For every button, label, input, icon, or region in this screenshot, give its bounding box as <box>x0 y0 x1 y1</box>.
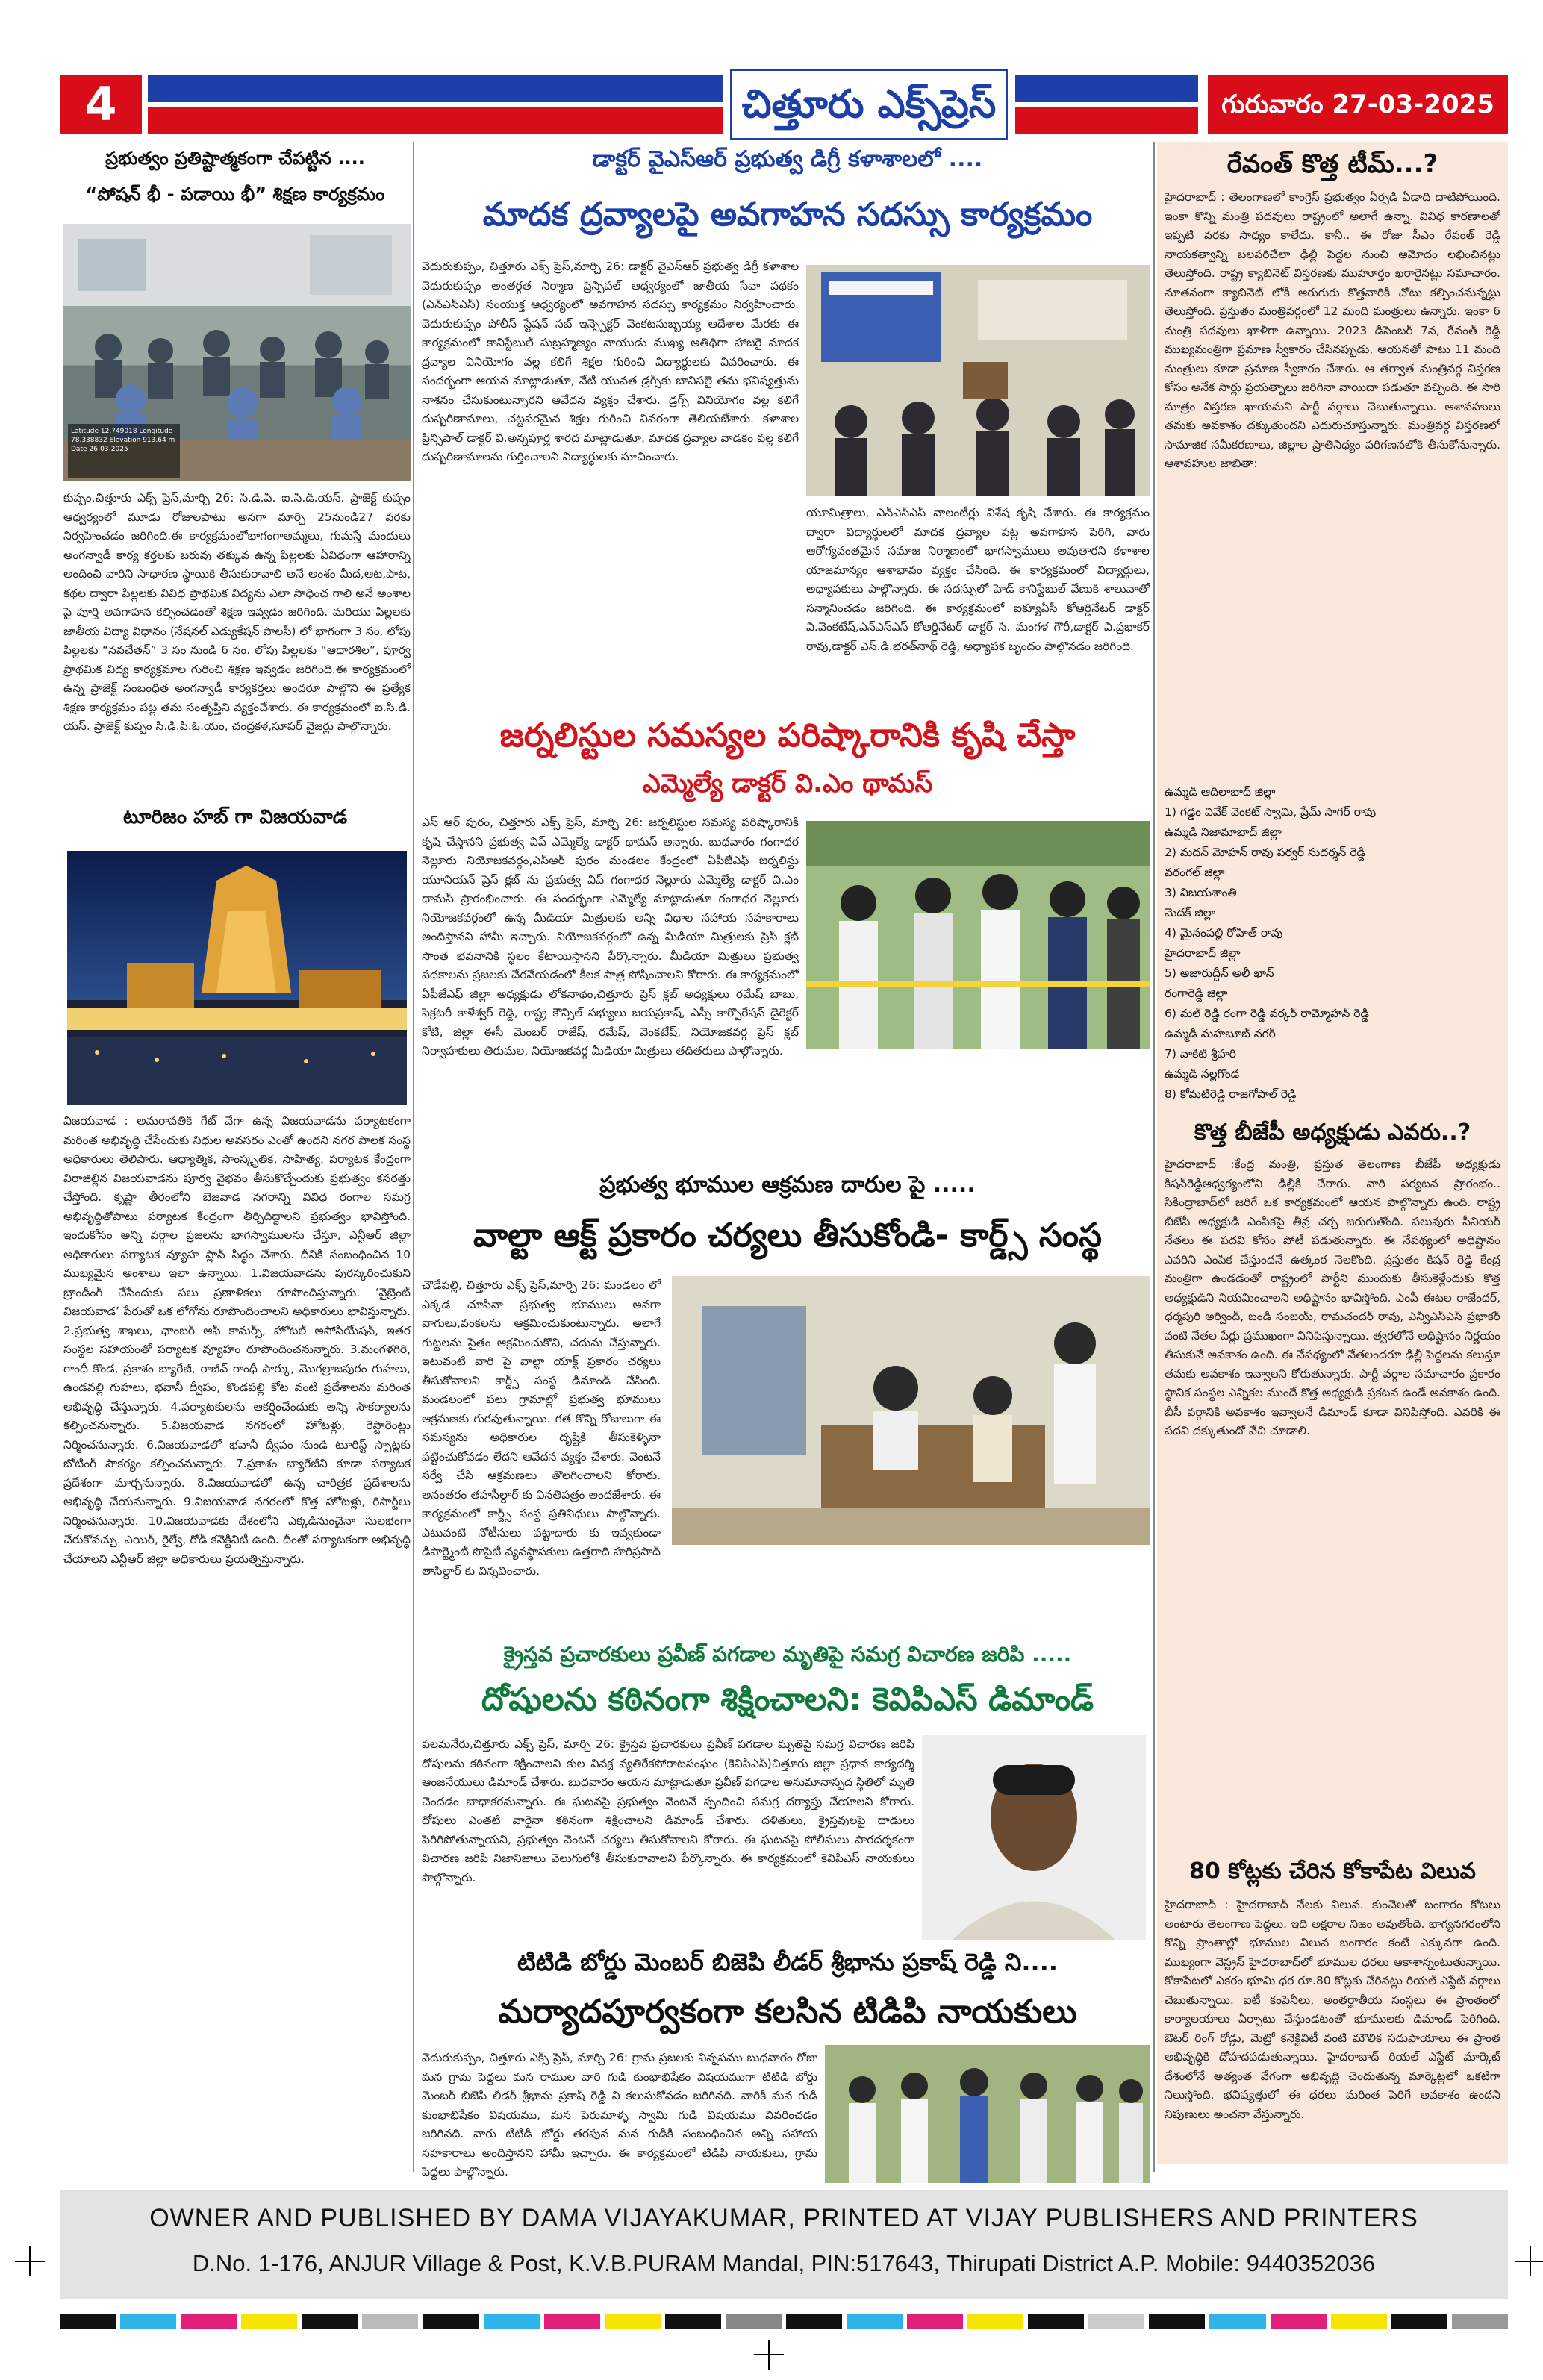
aspirant-item: 4) మైనంపల్లి రోహిత్ రావు <box>1165 926 1283 940</box>
walta-headline: వాల్టా ఆక్ట్ ప్రకారం చర్యలు తీసుకోండి- కార్డ్స్ సంస్థ <box>473 1216 1102 1255</box>
aspirant-item: 7) వాకిటి శ్రీహరి <box>1165 1047 1236 1061</box>
registration-mark-icon <box>754 2340 784 2370</box>
aspirant-item: రంగారెడ్డి జిల్లా <box>1165 987 1228 1000</box>
ttd-kicker: టిటిడి బోర్డు మెంబర్ బిజెపి లీడర్ శ్రీభాను ప్రకాష్ రెడ్డి ని.... <box>517 1948 1059 1976</box>
journalists-caption <box>806 1052 1150 1161</box>
ttd-meeting-photo <box>825 2045 1150 2183</box>
kokapet-body: హైదరాబాద్ : హైదరాబాద్ నేలకు విలువ. కుంచెలతో బంగారం కోటలు అంటారు తెలంగాణ పెద్దలు. ఇది అక్షరాల నిజం అవుతోంది. భాగ్యనగరంలోని కొన్ని ప్రాంతాల్లో భూముల విలువ బంగారం కంటే ఎక్కువగా ఉంది. ముఖ్యంగా వెస్ట్రన్ హైదరాబాద్‌లో భూముల ధరలు ఆకాశాన్నంటుతున్నాయి. కోకాపేటలో ఎకరం భూమి ధర రూ.80 కోట్లకు చేరినట్లు రియల్ ఎస్టేట్ వర్గాలు చెబుతున్నాయి. ఐటీ కంపెనీలు, అంతర్జాతీయ సంస్థలు ఈ ప్రాంతంలో కార్యాలయాలు ఏర్పాటు చేస్తుండటంతో భూములకు డిమాండ్ పెరిగింది. ఔటర్ రింగ్ రోడ్డు, మెట్రో కనెక్టివిటీ వంటి మౌలిక సదుపాయాలు ఈ ప్రాంత అభివృద్ధికి దోహదపడుతున్నాయి. హైదరాబాద్ రియల్ ఎస్టేట్ మార్కెట్ దేశంలోనే అత్యంత వేగంగా అభివృద్ధి చెందుతున్న మార్కెట్లలో ఒకటిగా నిలుస్తోంది. భవిష్యత్తులో ఈ ధరలు మరింత పెరిగే అవకాశం ఉందని నిపుణులు అంచనా వేస్తున్నారు. <box>1165 1898 1500 2121</box>
press-club-opening-photo <box>806 821 1150 1049</box>
aspirant-item: ఉమ్మడి నల్లగొండ <box>1165 1067 1240 1081</box>
ribbon-cutting-icon <box>806 821 1150 1049</box>
drugs-kicker: డాక్టర్ వైఎస్ఆర్ ప్రభుత్వ డిగ్రీ కళాశాలలో .... <box>592 146 983 172</box>
temple-night-icon <box>67 851 407 1105</box>
aspirant-item: ఉమ్మడి ఆదిలాబాద్ జిల్లా <box>1165 785 1276 799</box>
seminar-illustration-icon <box>806 265 1150 496</box>
registration-mark-icon <box>15 2246 45 2276</box>
column-divider-right <box>1153 142 1155 2172</box>
tourism-headline: టూరిజం హబ్ గా విజయవాడ <box>123 806 347 828</box>
walta-kicker: ప్రభుత్వ భూముల ఆక్రమణ దారుల పై ..... <box>599 1172 976 1198</box>
column-divider-left <box>413 142 414 2172</box>
aspirant-item: 5) అజారుద్దీన్ అలీ ఖాన్ <box>1165 966 1274 980</box>
aspirant-item: 1) గడ్డం వివేక్ వెంకట్ స్వామి, ప్రేమ్ సాగర్ రావు <box>1165 805 1377 819</box>
aspirant-item: 6) మల్ రెడ్డి రంగా రెడ్డి వర్కర్ రామ్మోహన్ రెడ్డి <box>1165 1007 1369 1020</box>
poshan-classroom-photo <box>63 224 411 481</box>
drugs-seminar-photo <box>806 265 1150 496</box>
photo-geotag: Latitude 12.749018 Longitude 78.338832 Elevation 913.64 m Date 26-03-2025 <box>71 428 175 453</box>
praveen-body: పలమనేరు,చిత్తూరు ఎక్స్ ప్రెస్, మార్చి 26: క్రైస్తవ ప్రచారకులు ప్రవీణ్ పగడాల మృతిపై సమగ్ర విచారణ జరిపి దోషులను కఠినంగా శిక్షించాలని కుల వివక్ష వ్యతిరేకపోరాటసంఘం (కెవిపిఎస్)చిత్తూరు జిల్లా ప్రధాన కార్యదర్శి ఆంజనేయులు డిమాండ్ చేశారు. బుధవారం ఆయన మాట్లాడుతూ ప్రవీణ్ పగడాల అనుమానాస్పద స్థితిలో మృతి చెందడం బాధాకరమన్నారు. ఈ ఘటనపై ప్రభుత్వం వెంటనే స్పందించి సమగ్ర దర్యాప్తు చేయాలని కోరారు. దోషులు ఎంతటి వారైనా కఠినంగా శిక్షించాలని డిమాండ్ చేశారు. దళితులు, క్రైస్తవులపై దాడులు పెరిగిపోతున్నాయని, ప్రభుత్వం వెంటనే చర్యలు తీసుకోవాలని కోరారు. ఈ ఘటనపై పోలీసులు పారదర్శకంగా విచారణ జరిపి నిజానిజాలు వెలుగులోకి తీసుకురావాలని పేర్కొన్నారు. ఈ కార్యక్రమంలో కెవిపిఎస్ నాయకులు పాల్గొన్నారు. <box>422 1737 914 1884</box>
journalists-headline: జర్నలిస్టుల సమస్యల పరిష్కారానికి కృషి చేస్తా <box>499 716 1076 755</box>
newspaper-logo: చిత్తూరు ఎక్స్‌ప్రెస్ <box>730 69 1008 140</box>
journalists-body: ఎస్ ఆర్ పురం, చిత్తూరు ఎక్స్ ప్రెస్, మార్చి 26: జర్నలిస్టుల సమస్య పరిష్కారానికి కృషి చేస్తానని ప్రభుత్వ విప్ ఎమ్మెల్యే డాక్టర్ థామస్ అన్నారు. బుధవారం గంగాధర నెల్లూరు నియోజకవర్గం,ఎస్ఆర్ పురం మండలం కేంద్రంలో ఏపీజేఎఫ్ జర్నలిస్టు యూనియన్ ప్రెస్ క్లబ్ ను ప్రభుత్వ విప్ గంగాధర నెల్లూరు ఎమ్మెల్యే డాక్టర్ వి.ఎం థామస్ ప్రారంభించారు. ఈ సందర్భంగా ఎమ్మెల్యే మాట్లాడుతూ గంగాధర నెల్లూరు నియోజకవర్గంలో ఉన్న మీడియా మిత్రులకు అన్ని విధాల సహాయ సహకారాలు అందిస్తానని హామీ ఇచ్చారు. నియోజకవర్గంలో ఉన్న మీడియా మిత్రులకు ప్రెస్ క్లబ్ సొంత భవనానికి స్థలం కేటాయిస్తానని పేర్కొన్నారు. మీడియా మిత్రులు ప్రభుత్వ పథకాలను ప్రజలకు చేరవేయడంలో కీలక పాత్ర పోషించాలని కోరారు. ఈ కార్యక్రమంలో ఏపీజేఎఫ్ జిల్లా అధ్యక్షుడు లోకనాథం,చిత్తూరు ప్రెస్ క్లబ్ అధ్యక్షులు రమేష్ బాబు, సెక్రటరీ కాళేశ్వర్ రెడ్డి, రాష్ట్ర కౌన్సిల్ సభ్యులు జయప్రకాష్, ఎస్సీ కార్పొరేషన్ డైరెక్టర్ కోటి, జిల్లా ఈసీ మెంబర్ రాజేష్, రమేష్, వెంకటేష్, నియోజకవర్గ ప్రెస్ క్లబ్ నిర్వాహకులు తిరుమల, నియోజకవర్గ మీడియా మిత్రులు తదితరులు పాల్గొన్నారు. <box>422 816 799 1058</box>
portrait-icon <box>922 1735 1146 1940</box>
poshan-headline: “పోషన్ భీ - పడాయి భీ” శిక్షణ కార్యక్రమం <box>85 184 385 204</box>
aspirant-item: హైదరాబాద్ జిల్లా <box>1165 946 1241 960</box>
issue-date: గురువారం 27-03-2025 <box>1208 75 1508 134</box>
revanth-body: హైదరాబాద్ : తెలంగాణలో కాంగ్రెస్ ప్రభుత్వం ఏర్పడి ఏడాది దాటిపోయింది. ఇంకా కొన్ని మంత్రి పదవులు రాష్ట్రంలో అలాగే ఉన్నా. వివిధ కారణాలతో ఇప్పటి వరకు సాధ్యం కాలేదు. కానీ.. ఈ రోజు సీఎం రేవంత్ రెడ్డి నాయకత్వాన్ని బలపరిచేలా ఢిల్లీ పెద్దల నుంచి ఆమోదం లభించినట్లు తెలుస్తోంది. రాష్ట్ర క్యాబినెట్ విస్తరణకు ముహూర్తం ఖరారైనట్లు సమాచారం. నూతనంగా క్యాబినెట్ లోకి ఆరుగురు కొత్తవారికి చోటు కల్పించనున్నట్లు తెలుస్తోంది. ప్రస్తుతం మంత్రివర్గంలో 12 మంది మంత్రులు ఉన్నారు. ఇంకా 6 మంత్రి పదవులు ఖాళీగా ఉన్నాయి. 2023 డిసెంబర్ 7న, రేవంత్ రెడ్డి ముఖ్యమంత్రిగా ప్రమాణ స్వీకారం చేసినప్పుడు, ఆయనతో పాటు 11 మంది మంత్రులు కూడా ప్రమాణ స్వీకారం చేశారు. ఆ తర్వాత మంత్రివర్గ విస్తరణ కోసం అనేక సార్లు ప్రయత్నాలు జరిగినా వాయిదా పడుతూ వచ్చింది. ఈ సారి మాత్రం విస్తరణ ఖాయమని పార్టీ వర్గాలు చెబుతున్నాయి. ఆశావహులు తమకు అవకాశం దక్కుతుందని ఎదురుచూస్తున్నారు. మంత్రివర్గ విస్తరణలో సామాజిక సమీకరణాలు, జిల్లాల ప్రాతినిధ్యం పరిగణనలోకి తీసుకోనున్నారు. ఆశావహుల జాబితా: <box>1165 190 1500 470</box>
bjp-headline: కొత్త బీజేపీ అధ్యక్షుడు ఎవరు..? <box>1194 1119 1471 1146</box>
masthead-stripe-left <box>148 75 723 134</box>
aspirant-item: ఉమ్మడి నిజామాబాద్ జిల్లా <box>1165 825 1282 839</box>
vijayawada-temple-photo <box>67 851 407 1105</box>
aspirant-item: 8) కోమటిరెడ్డి రాజగోపాల్ రెడ్డి <box>1165 1087 1297 1101</box>
group-meeting-icon <box>825 2045 1150 2183</box>
bjp-body: హైదరాబాద్ :కేంద్ర మంత్రి, ప్రస్తుత తెలంగాణ బీజేపీ అధ్యక్షుడు కిషన్‌రెడ్డిఆధ్వర్యంలోని ఢిల్లీకి చేరారు. వారి పర్యటన ప్రారంభం.. సికింద్రాబాద్‌లో జరిగే ఒక కార్యక్రమంలో ఆయన పాల్గొన్నారు ఉంది. రాష్ట్ర బీజేపీ అధ్యక్షుడి ఎంపికపై తీవ్ర చర్చ జరుగుతోంది. పలువురు సీనియర్ నేతలు ఈ పదవి కోసం పోటీ పడుతున్నారు. ఈ నేపథ్యంలో అధిష్టానం ఎవరిని ఎంపిక చేస్తుందనే ఉత్కంఠ నెలకొంది. ప్రస్తుతం కిషన్ రెడ్డి కేంద్ర మంత్రిగా ఉండడంతో రాష్ట్రంలో పార్టీని ముందుకు తీసుకెళ్లేందుకు కొత్త అధ్యక్షుడిని నియమించాలని అధిష్టానం భావిస్తోంది. ఎంపీ ఈటల రాజేందర్, ధర్మపురి అర్వింద్, బండి సంజయ్, రామచందర్ రావు, ఎన్వీఎస్ఎస్ ప్రభాకర్ వంటి నేతల పేర్లు ప్రముఖంగా వినిపిస్తున్నాయి. త్వరలోనే అధిష్టానం నిర్ణయం తీసుకునే అవకాశం ఉంది. ఈ నేపథ్యంలో నేతలందరూ ఢిల్లీ పెద్దలను కలుస్తూ తమకు అవకాశం ఇవ్వాలని కోరుతున్నారు. పార్టీ వర్గాల సమాచారం ప్రకారం స్థానిక సంస్థల ఎన్నికల ముందే కొత్త అధ్యక్షుడి ప్రకటన ఉండే అవకాశం ఉంది. బీసీ వర్గానికి అవకాశం ఇవ్వాలనే డిమాండ్ కూడా వినిపిస్తోంది. ఎవరికి ఈ పదవి దక్కుతుందో వేచి చూడాలి. <box>1165 1158 1500 1437</box>
aspirant-item: మెదక్ జిల్లా <box>1165 906 1215 919</box>
masthead-stripe-right <box>1015 75 1198 134</box>
page-number: 4 <box>60 75 142 134</box>
walta-petition-photo <box>672 1276 1150 1545</box>
poshan-kicker: ప్రభుత్వం ప్రతిష్టాత్మకంగా చేపట్టిన .... <box>105 148 365 169</box>
walta-body: చౌడేపల్లి, చిత్తూరు ఎక్స్ ప్రెస్,మార్చి 26: మండలం లో ఎక్కడ చూసినా ప్రభుత్వ భూములు అనగా వాగులు,వంకలను ఆక్రమించుకుంటున్నారు. అలాగే గుట్టలను సైతం ఆక్రమించుకొని, చదును చేస్తున్నారు. ఇటువంటి వారి పై వాల్టా యాక్ట్ ప్రకారం చర్యలు తీసుకోవాలని కార్డ్స్ సంస్థ డిమాండ్ చేసింది. మండలంలో పలు గ్రామాల్లో ప్రభుత్వ భూములు ఆక్రమణకు గురవుతున్నాయి. గత కొన్ని రోజులుగా ఈ సమస్యను అధికారుల దృష్టికి తీసుకెళ్ళినా పట్టించుకోవడం లేదని ఆవేదన వ్యక్తం చేశారు. వెంటనే సర్వే చేసి ఆక్రమణలు తొలగించాలని కోరారు. అనంతరం తహసీల్దార్ కు వినతిపత్రం అందజేశారు. ఈ కార్యక్రమంలో కార్డ్స్ సంస్థ ప్రతినిధులు పాల్గొన్నారు. ఎటువంటి నోటీసులు పట్టాదారు కు ఇవ్వకుండా డిపార్ట్మెంట్ సొసైటీ వ్యవస్థాపకులు ఉత్తరాది హరిప్రసాద్ తాసిల్దార్ కు విన్నవించారు. <box>422 1278 661 1578</box>
ttd-headline: మర్యాదపూర్వకంగా కలసిన టిడిపి నాయకులు <box>498 1993 1077 2031</box>
drugs-body-right: యూమిత్రాలు, ఎన్ఎస్ఎస్ వాలంటీర్లు విశేష కృషి చేశారు. ఈ కార్యక్రమం ద్వారా విద్యార్థులలో మాదక ద్రవ్యాల పట్ల అవగాహన పెరిగి, వారు ఆరోగ్యవంతమైన సమాజ నిర్మాణంలో భాగస్వాములు అవుతారని కళాశాల యాజమాన్యం ఆశాభావం వ్యక్తం చేసింది. ఈ కార్యక్రమంలో విద్యార్థులు, అధ్యాపకులు పాల్గొన్నారు. ఈ సదస్సులో హెడ్ కానిస్టేబుల్ వేణుకి శాలువాతో సన్మానించడం జరిగింది. ఈ కార్యక్రమంలో ఐక్యూఏసీ కోఆర్డినేటర్ డాక్టర్ వి.వెంకటేష్,ఎన్ఎస్ఎస్ కోఆర్డినేటర్ డాక్టర్ సి. మంగళ గౌరీ,డాక్టర్ వి.ప్రభాకర్ రావు,డాక్టర్ ఎస్.డి.భరత్‌నాథ్ రెడ్డి, అధ్యాపక బృందం పాల్గొనడం జరిగింది. <box>806 506 1150 653</box>
drugs-body-left: వెదురుకుప్పం, చిత్తూరు ఎక్స్ ప్రెస్,మార్చి 26: డాక్టర్ వైఎస్ఆర్ ప్రభుత్వ డిగ్రీ కళాశాల వెదురుకుప్పం అంతర్గత నిర్మాణ ప్రిన్సిపల్ ఆధ్వర్యంలో జాతీయ సేవా పథకం (ఎన్ఎస్ఎస్) సంయుక్త ఆధ్వర్యంలో అవగాహన సదస్సు కార్యక్రమం నిర్వహించారు. వెదురుకుప్పం పోలీస్ స్టేషన్ సబ్ ఇన్స్పెక్టర్ వెంకటసుబ్బయ్య ఆదేశాల మేరకు ఈ కార్యక్రమంలో కానిస్టేబుల్ సుబ్రహ్మణ్యం నాయుడు ముఖ్య అతిథిగా హాజరై మాదక ద్రవ్యాల వినియోగం వల్ల కలిగే శిక్షల గురించి విద్యార్థులకు వివరించారు. ఈ సందర్భంగా ఆయన మాట్లాడుతూ, నేటి యువత డ్రగ్స్‌కు బానిసలై తమ భవిష్యత్తును నాశనం చేసుకుంటున్నారని ఆవేదన వ్యక్తం చేశారు. డ్రగ్స్ వినియోగం వల్ల కలిగే దుష్పరిణామాలు, చట్టపరమైన శిక్షల గురించి వివరంగా తెలియజేశారు. కళాశాల ప్రిన్సిపాల్ డాక్టర్ వి.అన్నపూర్ణ శారద మాట్లాడుతూ, మాదక ద్రవ్యాల వాడకం వల్ల కలిగే దుష్పరిణామాలను గుర్తించాలని విద్యార్థులకు సూచించారు. <box>422 260 799 463</box>
aspirant-item: 2) మదన్ మోహన్ రావు పర్వర్ సుదర్శన్ రెడ్డి <box>1165 846 1365 859</box>
praveen-headline: దోషులను కఠినంగా శిక్షించాలని: కెవిపిఎస్ డిమాండ్ <box>481 1681 1094 1717</box>
drugs-headline: మాదక ద్రవ్యాలపై అవగాహన సదస్సు కార్యక్రమం <box>482 196 1093 234</box>
registration-mark-icon <box>1515 2246 1543 2276</box>
color-calibration-strip <box>60 2314 1508 2329</box>
ttd-body: వెదురుకుప్పం, చిత్తూరు ఎక్స్ ప్రెస్, మార్చి 26: గ్రామ ప్రజలకు విన్నపము బుధవారం రోజు మన గ్రామ పెద్దలు మన రాముల వారి గుడి కుంభాభిషేకం విషయముగా టిటిడి బోర్డు మెంబర్ బిజెపి లీడర్ శ్రీభాను ప్రకాష్ రెడ్డి ని కలుసుకోవడం జరిగినది. వారికి మన గుడి కుంభాభిషేకం విషయము, మన పెరుమాళ్ళ స్వామి గుడి విషయము వివరించడం జరిగినది. వారు టిటిడి బోర్డు తరపున మన గుడికి సంబంధించిన అన్ని సహాయ సహకారాలు అందిస్తానని హామీ ఇచ్చారు. ఈ కార్యక్రమంలో టిడిపి నాయకులు, గ్రామ పెద్దలు పాల్గొన్నారు. <box>422 2051 817 2178</box>
imprint-address: D.No. 1-176, ANJUR Village & Post, K.V.B.PURAM Mandal, PIN:517643, Thirupati District A.P. Mobile: 9440352036 <box>192 2250 1376 2276</box>
aspirant-item: వరంగల్ జిల్లా <box>1165 866 1225 879</box>
aspirant-item: ఉమ్మడి మహబూబ్ నగర్ <box>1165 1027 1276 1040</box>
revanth-headline: రేవంత్ కొత్త టీమ్...? <box>1226 149 1438 179</box>
office-petition-icon <box>672 1276 1150 1545</box>
aspirant-list <box>1165 782 1500 1111</box>
kokapet-headline: 80 కోట్లకు చేరిన కోకాపేట విలువ <box>1188 1858 1476 1884</box>
poshan-body: కుప్పం,చిత్తూరు ఎక్స్ ప్రెస్,మార్చి 26: సి.డి.పి. ఐ.సి.డి.యస్. ప్రాజెక్ట్ కుప్పం ఆధ్వర్యంలో మూడు రోజులపాటు అనగా మార్చి 25నుండి27 వరకు నిర్వహించడం జరిగింది.ఈ కార్యక్రమంలోభాగంగాఅమ్మలు, గుమస్తే మందులు అంగన్వాడీ కార్య కర్తలకు బరువు తక్కువ ఉన్న పిల్లలకు ఏవిధంగా ఆహారాన్ని అందించి వారిని సాధారణ స్థాయికి తీసుకురావాలి అనే అంశం మీద,ఆట,పాట, కథల ద్వారా పిల్లలకు వివిధ ప్రాథమిక విద్యను ఎలా సాధించ గాలి అనే అంశాల పై పూర్తి అవగాహన కల్పించడంతో శిక్షణ ఇవ్వడం జరిగింది. మరియు పిల్లలకు జాతీయ విద్యా విధానం (నేషనల్ ఎడ్యుకేషన్ పాలసీ) లో భాగంగా 3 సం. లోపు పిల్లలకు “నవచేతన్” 3 సం నుండి 6 సం. లోపు పిల్లలకు “ఆధారశిల”, పూర్వ ప్రాథమిక విద్య కార్యక్రమాల గురించి శిక్షణ ఇవ్వడం జరిగింది.ఈ కార్యక్రమంలో ఉన్న ప్రాజెక్ట్ సంబంధిత అంగన్వాడీ కార్యకర్తలు అందరూ పాల్గొని ఈ ప్రత్యేక శిక్షణ కార్యక్రమం పట్ల తమ సంతృప్తిని వ్యక్తంచేశారు. ఈ కార్యక్రమంలో ఐ.సి.డి. యస్. ప్రాజెక్ట్ కుప్పం సి.డి.పి.ఓ.యం, చంద్రకళ,సూపర్ వైజర్లు పాల్గొన్నారు. <box>63 491 411 733</box>
kvps-leader-portrait <box>922 1735 1146 1940</box>
tourism-body: విజయవాడ : అమరావతికి గేట్ వేగా ఉన్న విజయవాడను పర్యాటకంగా మరింత అభివృద్ధి చేసేందుకు నిధుల అవసరం ఎంతో ఉందని నగర పాలక సంస్థ అధికారులు తెలిపారు. ఆధ్యాత్మిక, సాంస్కృతిక, సాహిత్య, పర్యాటక కేంద్రంగా విరాజిల్లిన విజయవాడను పూర్వ వైభవం తీసుకొచ్చేందుకు ప్రభుత్వం కసరత్తు చేస్తోంది. కృష్ణా తీరంలోని బెజవాడ నగరాన్ని వివిధ రంగాల సమగ్ర అభివృద్ధితోపాటు పర్యాటక కేంద్రంగా తీర్చిదిద్దాలని ప్రభుత్వం భావిస్తోంది. ఇందుకోసం అన్ని వర్గాల ప్రజలను భాగస్వాములను చేస్తూ, ఎన్టీఆర్ జిల్లా అధికారులు పర్యాటక వ్యూహ ప్లాన్ సిద్ధం చేశారు. దీనికి సంబంధించిన 10 ముఖ్యమైన అంశాలు ఇలా ఉన్నాయి. 1.విజయవాడను పురస్కరించుకుని బ్రాండింగ్ చేసేందుకు పలు ప్రణాళికలు రూపొందిస్తున్నారు. ‘వైబ్రెంట్ విజయవాడ’ పేరుతో ఒక లోగోను రూపొందించాలని అధికారులు భావిస్తున్నారు. 2.ప్రభుత్వ శాఖలు, ఛాంబర్ ఆఫ్ కామర్స్, హోటల్ అసోసియేషన్, ఇతర సంస్థల సహాయంతో పర్యాటక వ్యూహం రూపొందించనున్నారు. 3.మంగళగిరి, గాంధీ కొండ, ప్రకాశం బ్యారేజీ, రాజీవ్ గాంధీ పార్కు, మొగల్రాజపురం గుహలు, ఉండవల్లి గుహలు, భవానీ ద్వీపం, కొండపల్లి కోట వంటి ప్రదేశాలను మరింత అభివృద్ధి చేస్తున్నారు. 4.పర్యాటకులను ఆకర్షించేందుకు అన్ని సౌకర్యాలను కల్పించనున్నారు. 5.విజయవాడ నగరంలో హోటళ్లు, రెస్టారెంట్లు నిర్మించనున్నారు. 6.విజయవాడలో భవానీ ద్వీపం నుండి టూరిస్ట్ స్పాట్లకు బోటింగ్ సౌకర్యం కల్పించనున్నారు. 7.ప్రకాశం బ్యారేజీని కూడా పర్యాటక ప్రదేశంగా మార్చనున్నారు. 8.విజయవాడలో ఉన్న చారిత్రక ప్రదేశాలను అభివృద్ధి చేయనున్నారు. 9.విజయవాడ నగరంలో కొత్త హోటళ్లు, రిసార్ట్‌లు నిర్మించనున్నారు. 10.విజయవాడకు దేశంలోని ఎక్కడినుంచైనా సులభంగా చేరుకోవచ్చు. ఎయిర్, రైల్వే, రోడ్ కనెక్టివిటీ ఉంది. దీంతో పర్యాటకంగా అభివృద్ధి చేయాలని ఎన్టీఆర్ జిల్లా అధికారులు ప్రయత్నిస్తున్నారు. <box>63 1114 411 1566</box>
praveen-kicker: క్రైస్తవ ప్రచారకులు ప్రవీణ్ పగడాల మృతిపై సమగ్ర విచారణ జరిపి ..... <box>503 1642 1072 1667</box>
walta-caption <box>672 1552 1150 1634</box>
aspirant-item: 3) విజయశాంతి <box>1165 886 1237 899</box>
masthead <box>60 75 1508 134</box>
journalists-subhead: ఎమ్మెల్యే డాక్టర్ వి.ఎం థామస్ <box>642 769 933 799</box>
imprint-footer <box>60 2190 1508 2299</box>
imprint-owner: OWNER AND PUBLISHED BY DAMA VIJAYAKUMAR, PRINTED AT VIJAY PUBLISHERS AND PRINTERS <box>149 2204 1418 2232</box>
